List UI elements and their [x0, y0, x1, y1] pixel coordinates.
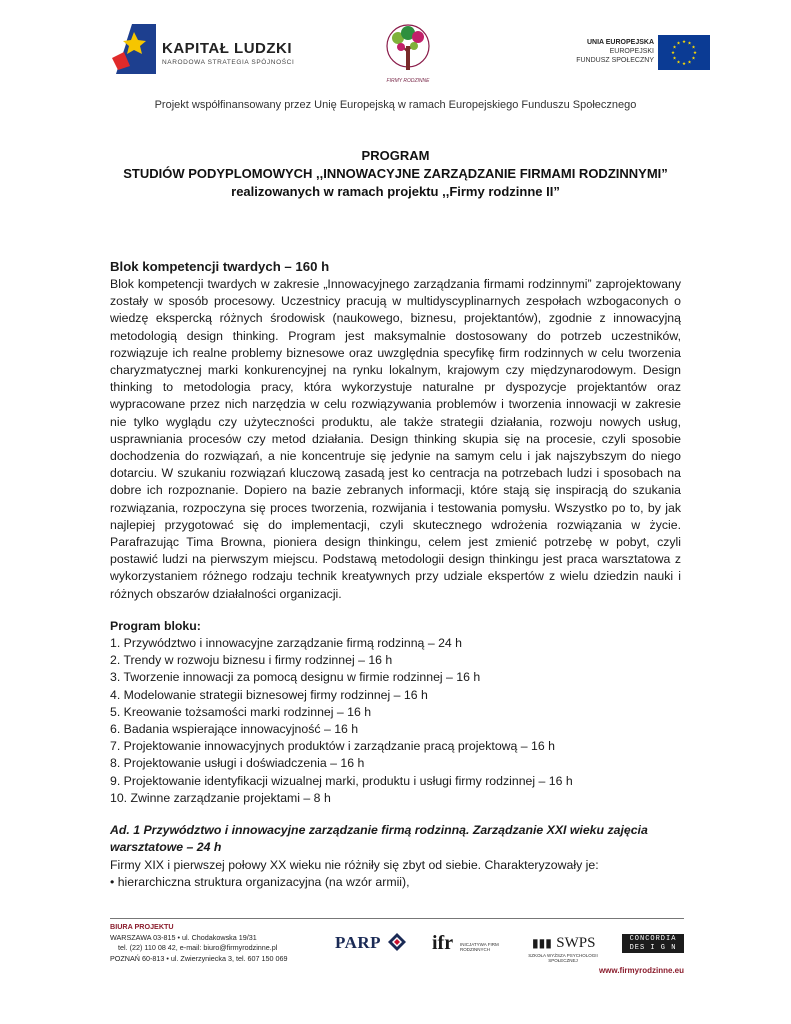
main-content: [110, 258, 681, 891]
ad1-paragraph: Firmy XIX i pierwszej połowy XX wieku nie różniły się zbyt od siebie. Charakteryzowały je:: [110, 857, 599, 872]
list-item: 2. Trendy w rozwoju biznesu i firmy rodzinnej – 16 h: [110, 653, 393, 668]
kapital-ludzki-title: KAPITAŁ LUDZKI: [162, 40, 293, 57]
kapital-ludzki-emblem-icon: [112, 24, 156, 74]
list-item: 5. Kreowanie tożsamości marki rodzinnej – 16 h: [110, 704, 372, 719]
eu-star-icon: ★: [691, 44, 696, 50]
eu-star-icon: ★: [670, 50, 676, 55]
document-title: PROGRAM: [361, 148, 430, 163]
eu-line3: FUNDUSZ SPOŁECZNY: [576, 57, 654, 64]
program-list: [110, 635, 681, 807]
list-item: 7. Projektowanie innowacyjnych produktów i zarządzanie pracą projektową – 16 h: [110, 739, 555, 754]
firmy-rodzinne-tree-icon: [384, 22, 432, 76]
ad1-heading: Ad. 1 Przywództwo i innowacyjne zarządzanie firmą rodzinną. Zarządzanie XXI wieku zajęcia warsztatowe – 24 h: [110, 823, 648, 855]
block-paragraph: Blok kompetencji twardych w zakresie „Innowacyjnego zarządzania firmami rodzinnymi” zaprojektowany zostały w sposób procesowy. Uczestnicy pracują w multidyscyplinarnych zespołach wzbogaconych o wiedzę ekspercką różnych środowisk (naukowego, biznesu, projektantów), zgodnie z innowacyjną metodologią design thinking. Program jest maksymalnie dostosowany do potrzeb uczestników, rozwiązuje ich realne problemy biznesowe oraz uwzględnia specyfikę firm rodzinnych w celu tworzenia charyzmatycznej marki konkurencyjnej na rynku lokalnym, krajowym czy międzynarodowym. Design thinking to metodologia pracy, która wykorzystuje naturalne pr dyspozycje projektantów oraz wypracowane przez nich narzędzia w celu rozwiązywania problemów i tworzenia innowacji w zakresie nie tylko wyglądu czy użyteczności produktu, ale także strategii działania, rozwoju nowych usług, usprawniania procesów czy metod działania. Design thinking skupia się na procesie, czyli sposobie dochodzenia do rozwiązań, a nie koncentruje się jedynie na samym celu i jak najszybszym do niego dotarciu. W szukaniu rozwiązań kluczową zasadą jest ko centracja na potrzebach ludzi i sposobach na dobre ich rozpoznanie. Dopiero na bazie zebranych informacji, które stają się inspiracją do szukania rozwiązania, rozpoczyna się proces tworzenia, rozwijania i testowania pomysłu. Wszystko po to, by jak najlepiej przygotować się do implementacji, czyli skutecznego wdrożenia rozwiązania w życie. Parafrazując Tima Browna, pioniera design thinkingu, celem jest zmienić potrzebę w pobyt, czyli postawić ludzi na pierwszym miejscu. Podstawą metodologii design thinkingu jest praca warsztatowa z wykorzystaniem różnego rodzaju technik kreatywnych przy udziale ekspertów z wielu dziedzin nauki i różnych obszarów działalności organizacji.: [110, 277, 681, 601]
eu-star-icon: ★: [692, 50, 698, 55]
firmy-rodzinne-caption: FIRMY RODZINNE: [386, 78, 430, 84]
eu-star-icon: ★: [672, 55, 677, 61]
concordia-line2: DES I G N: [629, 943, 677, 952]
eu-star-icon: ★: [681, 61, 687, 66]
eu-star-icon: ★: [672, 44, 677, 50]
eu-star-icon: ★: [676, 59, 681, 65]
office-title: BIURA PROJEKTU: [110, 922, 174, 931]
project-office-info: [110, 922, 288, 964]
footer-divider: [110, 918, 684, 919]
eu-flag-icon: [658, 35, 710, 70]
list-item: 10. Zwinne zarządzanie projektami – 8 h: [110, 790, 331, 805]
ifr-logo: [432, 932, 453, 955]
office-warsaw-address: WARSZAWA 03-815 • ul. Chodakowska 19/31: [110, 932, 257, 942]
footer-website-link[interactable]: www.firmyrodzinne.eu: [598, 966, 684, 975]
parp-logo-text: PARP: [335, 933, 382, 952]
swps-logo-subtitle: SZKOŁA WYŻSZA PSYCHOLOGII SPOŁECZNEJ: [528, 953, 598, 963]
eu-text-block: [532, 38, 654, 65]
kapital-ludzki-subtitle: NARODOWA STRATEGIA SPÓJNOŚCI: [162, 59, 295, 66]
office-contact: tel. (22) 110 08 42, e-mail: biuro@firmyrodzinne.pl: [118, 943, 278, 953]
list-item: 1. Przywództwo i innowacyjne zarządzanie firmą rodzinną – 24 h: [110, 636, 463, 651]
parp-logo: [335, 933, 381, 953]
kapital-ludzki-logo-text: [162, 40, 294, 66]
eu-star-icon: ★: [687, 40, 692, 46]
eu-star-icon: ★: [687, 59, 692, 65]
concordia-line1: CONCORDIA: [629, 935, 677, 943]
office-poznan-address: POZNAŃ 60-813 • ul. Zwierzyniecka 3, tel. 607 150 069: [110, 953, 288, 963]
eu-line2: EUROPEJSKI: [609, 48, 654, 55]
list-item: 8. Projektowanie usługi i doświadczenia – 16 h: [110, 756, 365, 771]
ad1-bullet-item: • hierarchiczna struktura organizacyjna (na wzór armii),: [110, 874, 410, 889]
eu-star-icon: ★: [681, 39, 687, 44]
eu-star-icon: ★: [676, 40, 681, 46]
cofinancing-statement: Projekt współfinansowany przez Unię Europejską w ramach Europejskiego Funduszu Społecznego: [154, 99, 637, 111]
ifr-logo-text: ifr: [432, 932, 454, 954]
swps-logo-text: SWPS: [556, 935, 596, 951]
list-item: 3. Tworzenie innowacji za pomocą designu w firmie rodzinnej – 16 h: [110, 670, 481, 685]
list-item: 6. Badania wspierające innowacyjność – 16 h: [110, 722, 359, 737]
document-project-line: realizowanych w ramach projektu ,,Firmy rodzinne II”: [231, 184, 560, 199]
list-item: 4. Modelowanie strategii biznesowej firmy rodzinnej – 16 h: [110, 687, 428, 702]
block-heading: Blok kompetencji twardych – 160 h: [110, 259, 330, 274]
swps-building-icon: ▮▮▮: [532, 936, 552, 950]
swps-logo: [532, 934, 595, 952]
eu-line1: UNIA EUROPEJSKA: [586, 39, 654, 46]
ifr-logo-subtitle: INICJATYWA FIRM RODZINNYCH: [460, 942, 499, 952]
program-heading: Program bloku:: [110, 618, 201, 633]
document-subtitle: STUDIÓW PODYPLOMOWYCH ,,INNOWACYJNE ZARZĄDZANIE FIRMAMI RODZINNYMI”: [123, 166, 668, 181]
list-item: 9. Projektowanie identyfikacji wizualnej marki, produktu i usługi firmy rodzinnej – 16 h: [110, 773, 573, 788]
concordia-design-logo: [622, 934, 684, 953]
eu-star-icon: ★: [691, 55, 696, 61]
parp-mark-icon: [388, 933, 406, 951]
